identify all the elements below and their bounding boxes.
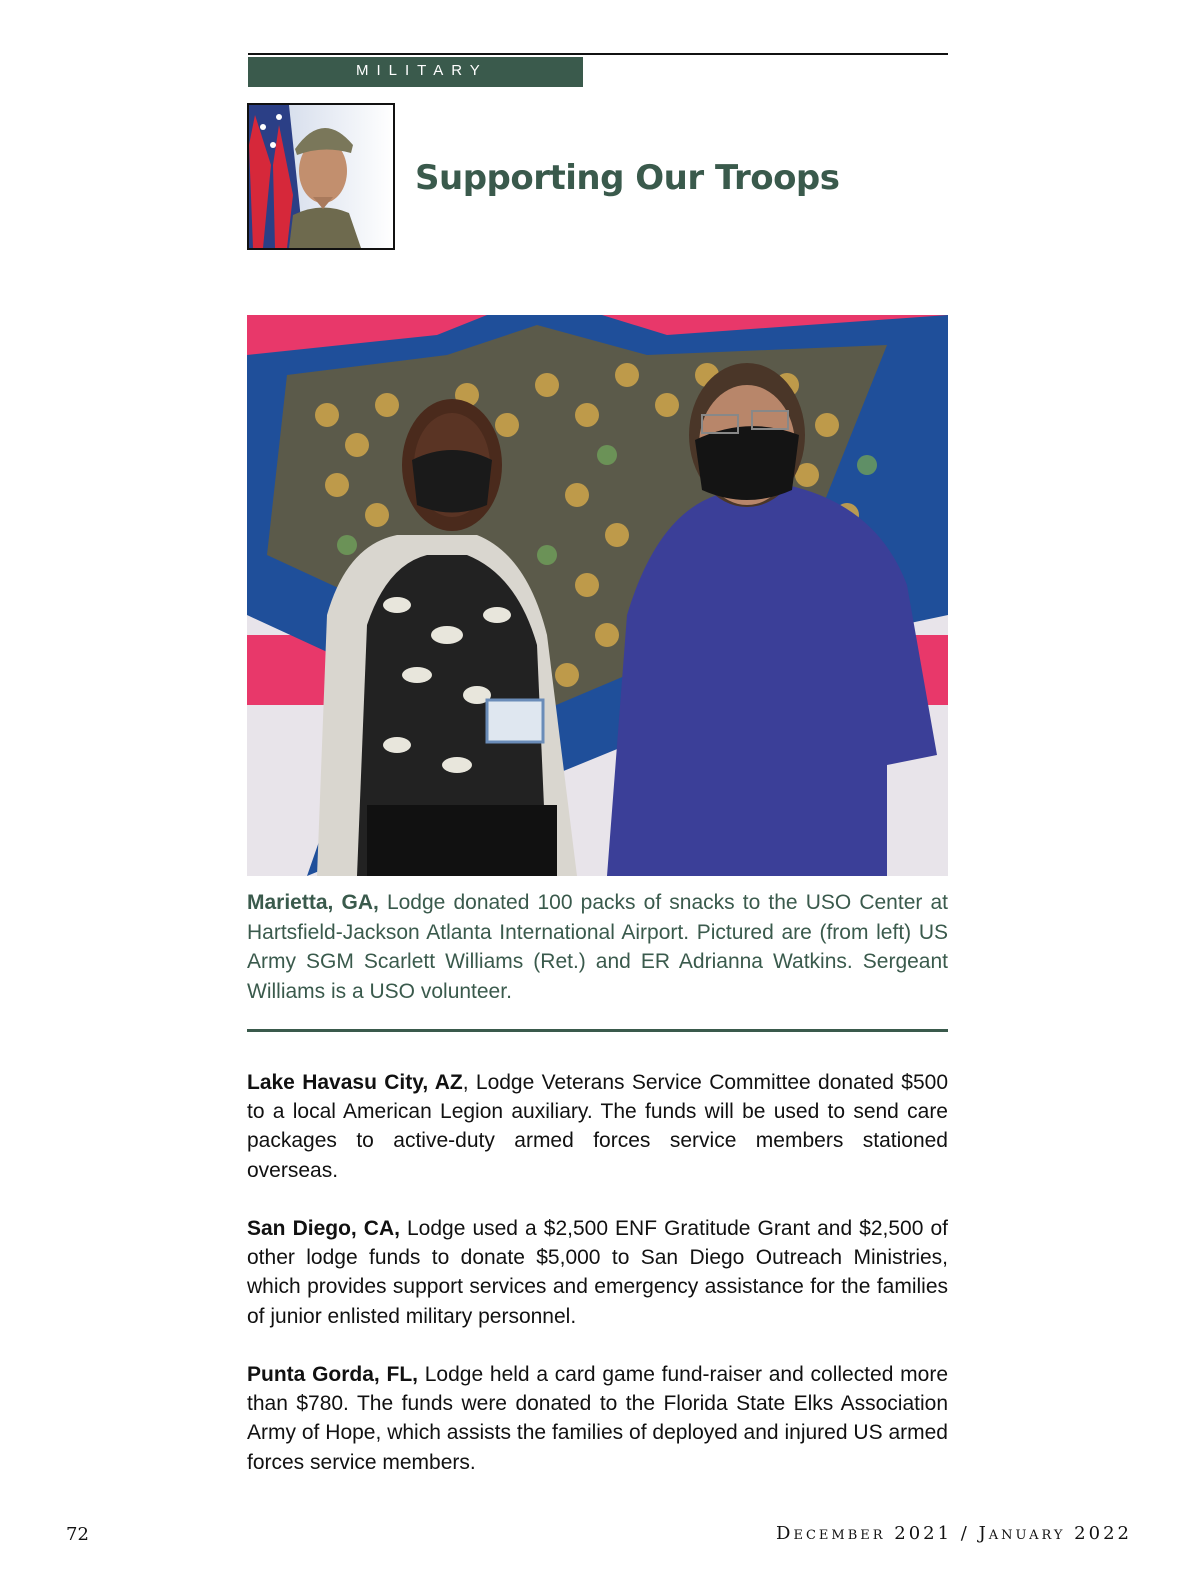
entry-location: Punta Gorda, FL, bbox=[247, 1363, 418, 1386]
entry-text: Lodge held a card game fund-raiser and collected more than $780. The funds were donated to the Florida State Elks Association Army of Hope, which assists the families of deployed and injured US armed forces service members. bbox=[247, 1363, 949, 1474]
entry-text: , Lodge Veterans Service Committee donated $500 to a local American Legion auxiliary. The funds will be used to send care packages to active-duty armed forces service members stationed overseas. bbox=[247, 1071, 948, 1182]
caption-location: Marietta, GA, bbox=[247, 891, 379, 914]
issue-date: December 2021 / January 2022 bbox=[776, 1523, 1132, 1544]
entry-punta-gorda bbox=[247, 1360, 948, 1477]
uso-photo bbox=[247, 315, 948, 876]
caption-text: Lodge donated 100 packs of snacks to the USO Center at Hartsfield-Jackson Atlanta International Airport. Pictured are (from left) US Army SGM Scarlett Williams (Ret.) and ER Adrianna Watkins. Sergeant Williams is a USO volunteer. bbox=[247, 891, 949, 1003]
entry-location: San Diego, CA, bbox=[247, 1217, 400, 1240]
section-divider bbox=[247, 1029, 948, 1032]
top-rule bbox=[248, 53, 948, 55]
page-number: 72 bbox=[66, 1524, 89, 1545]
entry-lake-havasu bbox=[247, 1068, 948, 1185]
photo-caption bbox=[247, 888, 948, 1006]
entry-san-diego bbox=[247, 1214, 948, 1331]
section-label: MILITARY bbox=[248, 57, 583, 87]
entry-location: Lake Havasu City, AZ bbox=[247, 1071, 463, 1094]
soldier-portrait-image bbox=[247, 103, 395, 250]
entry-text: Lodge used a $2,500 ENF Gratitude Grant and $2,500 of other lodge funds to donate $5,000 to San Diego Outreach Ministries, which provides support services and emergency assistance for the families of junior enlisted military personnel. bbox=[247, 1217, 948, 1328]
page-title: Supporting Our Troops bbox=[415, 158, 840, 198]
